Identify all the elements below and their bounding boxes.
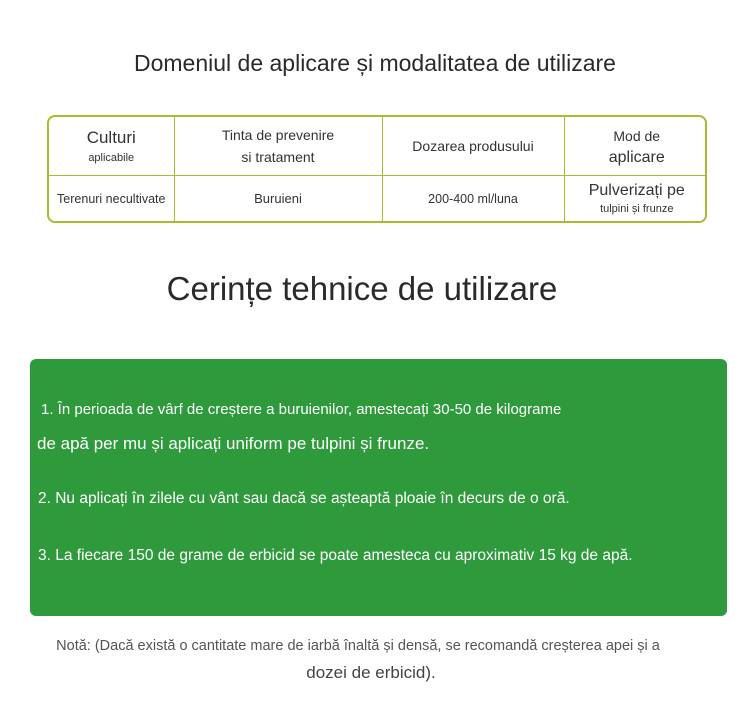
- cell-method-line1: Pulverizați pe: [588, 182, 685, 200]
- note-line2: dozei de erbicid).: [306, 663, 436, 682]
- header-crops-line2: aplicabile: [88, 152, 135, 165]
- application-table: [47, 115, 707, 223]
- header-method: [564, 117, 707, 176]
- table-row: [49, 176, 707, 221]
- cell-crop: Terenuri necultivate: [49, 176, 174, 221]
- header-dosage: [382, 117, 564, 176]
- header-target-line2: si tratament: [241, 149, 315, 166]
- requirement-1-line2: de apă per mu și aplicați uniform pe tulpini și frunze.: [37, 434, 430, 453]
- requirement-2: 2. Nu aplicați în zilele cu vânt sau dacă se așteaptă ploaie în decurs de o oră.: [38, 490, 570, 507]
- cell-method-line2: tulpini și frunze: [600, 203, 674, 216]
- requirement-1-line1: 1. În perioada de vârf de creștere a buruienilor, amestecați 30-50 de kilograme: [41, 401, 562, 418]
- header-dosage-line1: Dozarea produsului: [412, 138, 534, 155]
- header-target-line1: Tinta de prevenire: [221, 127, 335, 144]
- header-method-line1: Mod de: [613, 128, 661, 145]
- header-crops: [49, 117, 174, 176]
- header-target: [174, 117, 382, 176]
- requirements-panel: [30, 359, 727, 616]
- cell-method: [564, 176, 707, 221]
- section-title-requirements: Cerințe tehnice de utilizare: [166, 270, 558, 307]
- requirement-3: 3. La fiecare 150 de grame de erbicid se poate amesteca cu aproximativ 15 kg de apă.: [38, 547, 633, 564]
- header-crops-line1: Culturi: [86, 128, 136, 148]
- header-method-line2: aplicare: [608, 149, 665, 167]
- note-line1: Notă: (Dacă există o cantitate mare de iarbă înaltă și densă, se recomandă creșterea apei și a: [56, 638, 660, 654]
- table-header-row: [49, 117, 707, 176]
- section-title-application: Domeniul de aplicare și modalitatea de utilizare: [134, 50, 616, 76]
- cell-dosage: 200-400 ml/luna: [382, 176, 564, 221]
- cell-target: Buruieni: [174, 176, 382, 221]
